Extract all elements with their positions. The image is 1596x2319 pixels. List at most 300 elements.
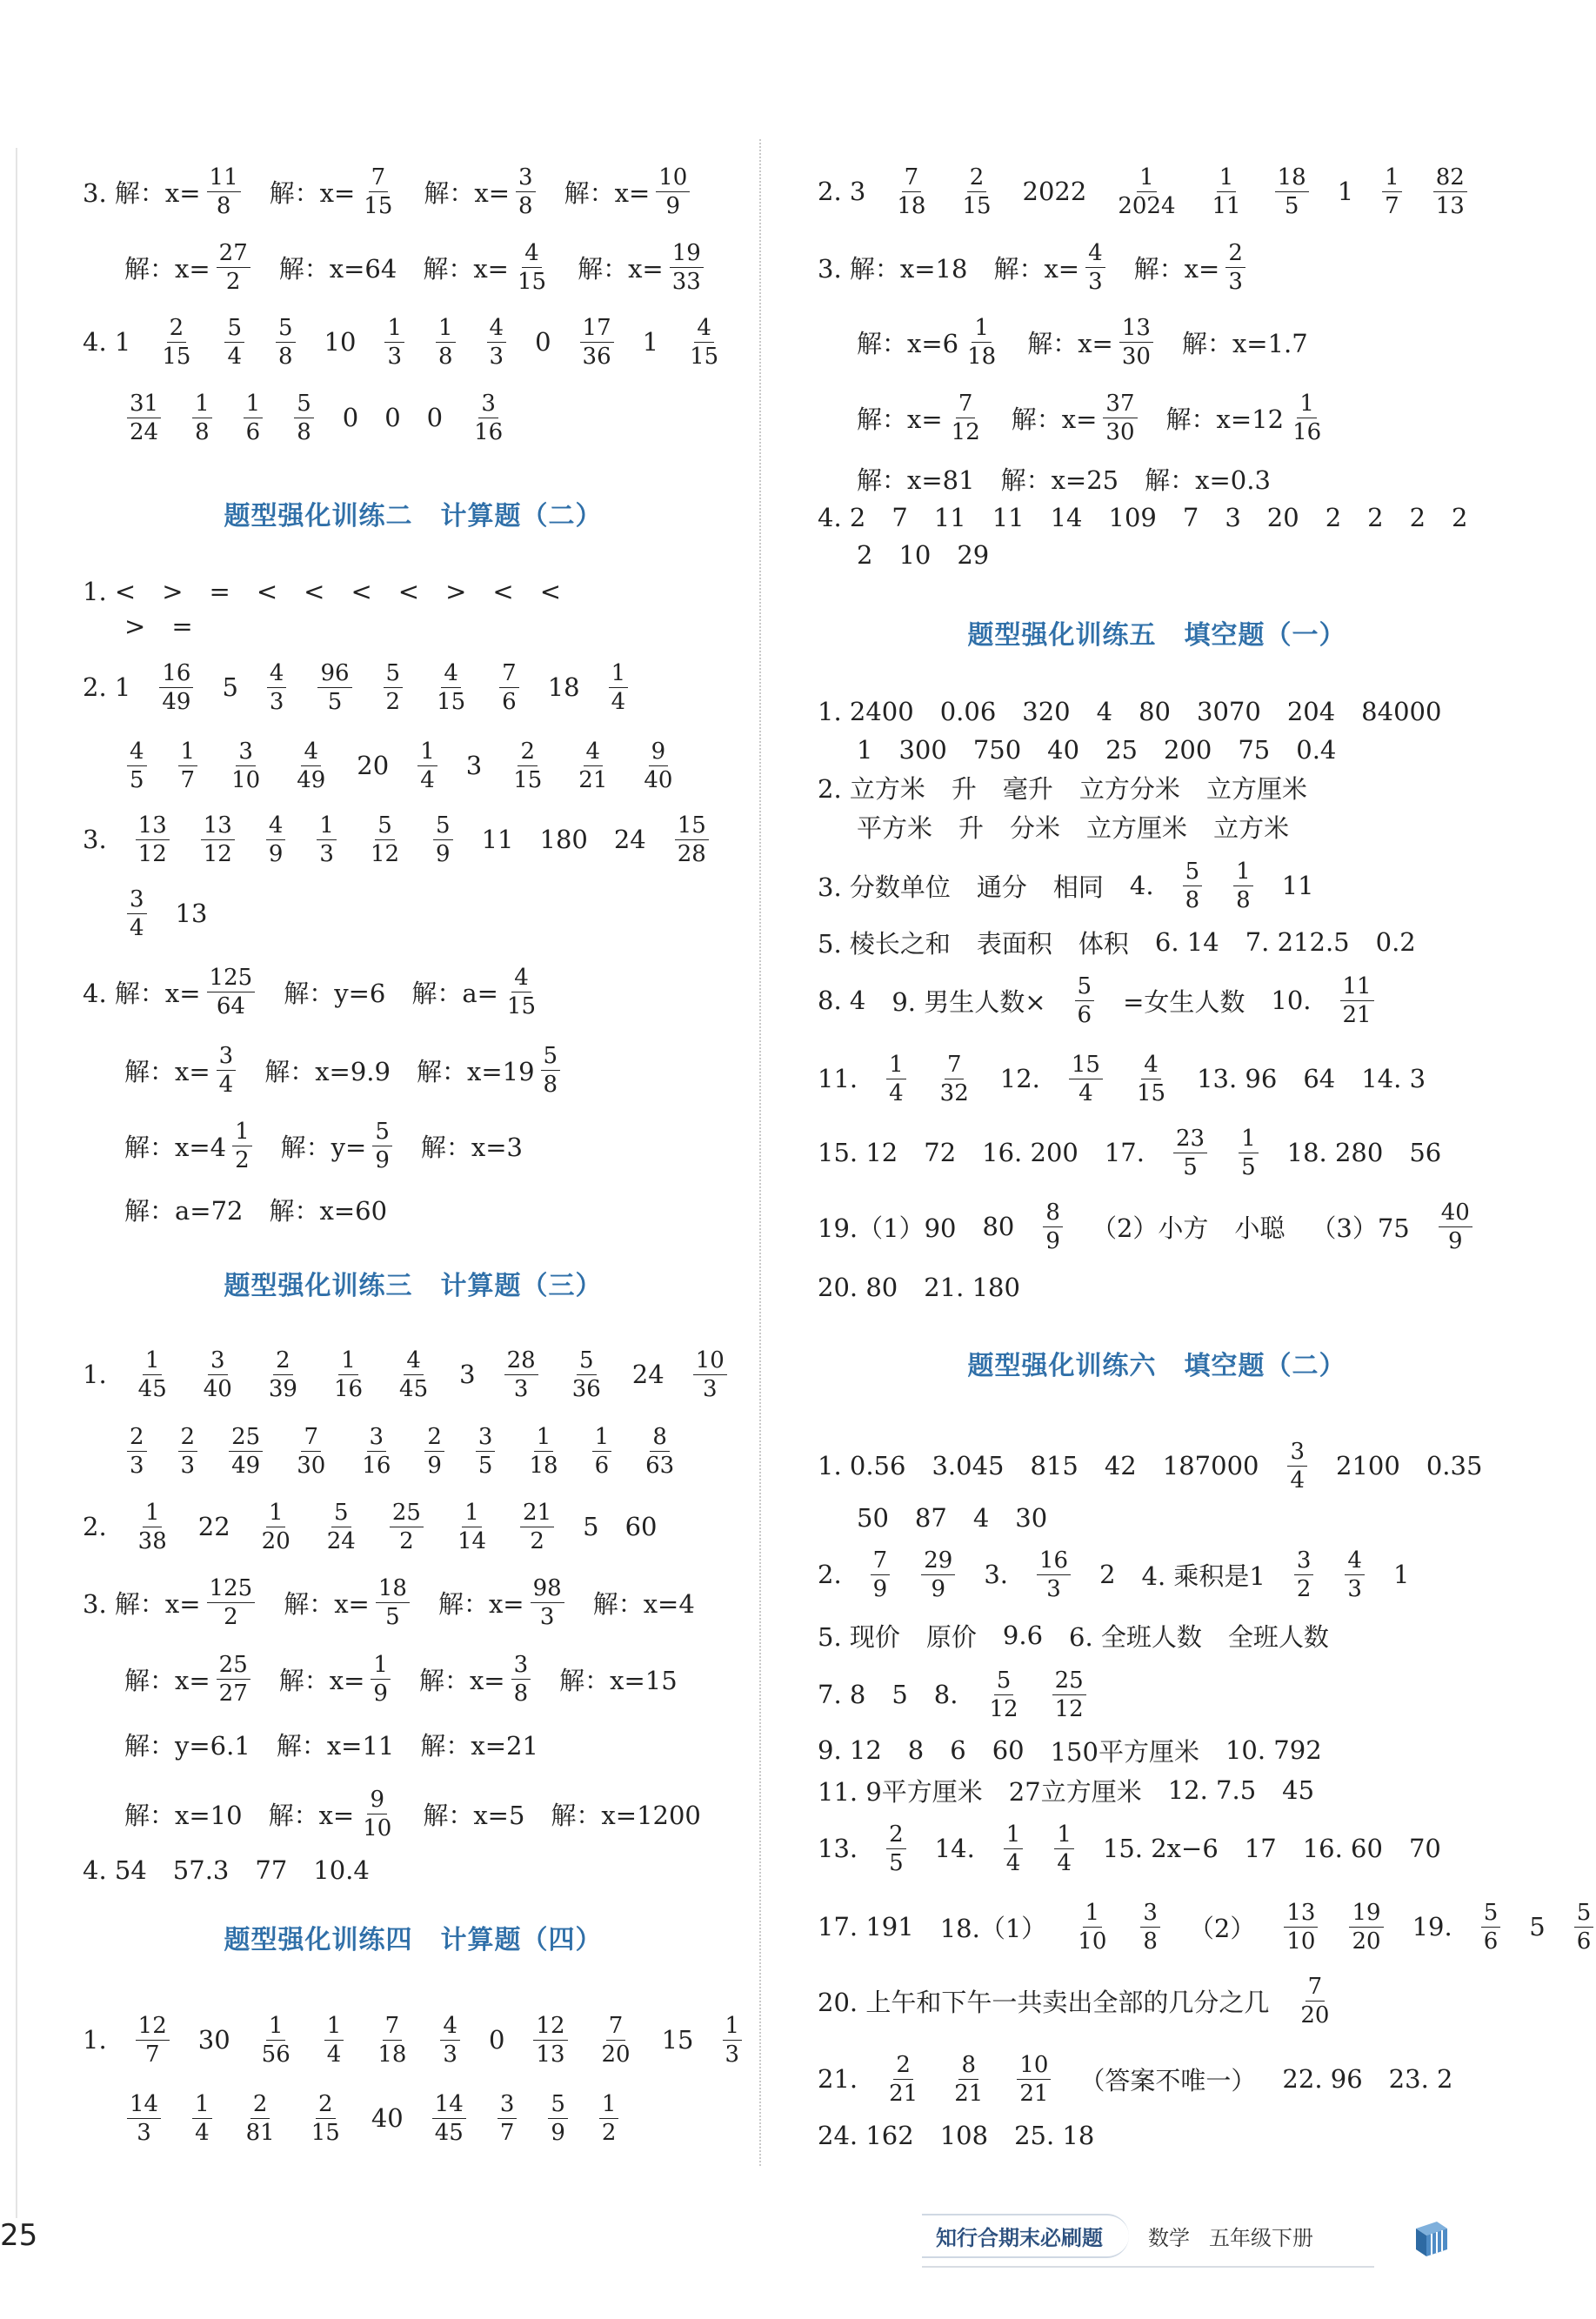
answer-text: 11. 9平方厘米	[818, 1776, 983, 1807]
denominator: 10	[363, 1814, 392, 1841]
numerator: 2	[273, 1349, 293, 1375]
denominator: 9	[1045, 1227, 1060, 1254]
fraction	[1436, 1201, 1475, 1253]
answer-line	[818, 1975, 1334, 2027]
answer-text: 17. 191	[818, 1912, 914, 1941]
denominator: 3	[387, 343, 402, 370]
numerator: 4	[487, 317, 507, 343]
fraction	[495, 2090, 520, 2146]
fraction-stack	[331, 1349, 365, 1400]
numerator: 3	[208, 1349, 228, 1375]
numerator: 40	[1439, 1201, 1472, 1227]
numerator: 25	[1052, 1669, 1086, 1695]
answer-line	[83, 1500, 658, 1553]
fraction-stack	[1345, 1549, 1365, 1601]
denominator: 8	[518, 192, 533, 219]
fraction	[497, 659, 522, 715]
denominator: 4	[227, 343, 242, 370]
fraction-stack	[317, 814, 337, 865]
fraction-stack	[424, 1423, 444, 1479]
fraction	[226, 740, 265, 792]
fraction	[606, 659, 631, 715]
numerator: 3	[1287, 1440, 1307, 1467]
answer-text: 77	[255, 1855, 288, 1885]
fraction-stack	[952, 2051, 985, 2107]
numerator: 10	[656, 166, 690, 192]
denominator: 12	[203, 840, 232, 867]
answer-text: 11	[992, 503, 1025, 532]
answer-text: 24	[631, 1360, 664, 1389]
answer-text: 40	[371, 2103, 404, 2133]
fraction	[452, 1501, 491, 1553]
numerator: 2	[127, 1426, 147, 1452]
answer-line	[83, 316, 724, 368]
fraction-stack	[324, 1501, 358, 1553]
denominator: 4	[889, 1079, 904, 1106]
denominator: 13	[1435, 192, 1465, 219]
answer-text: 30	[1015, 1503, 1048, 1533]
fraction-stack	[372, 1120, 392, 1172]
page-number: 25	[0, 2218, 38, 2253]
denominator: 18	[377, 2041, 407, 2068]
fraction	[1342, 1549, 1367, 1601]
numerator: 8	[650, 1426, 670, 1452]
answer-text: 23. 2	[1388, 2064, 1453, 2094]
answer-text: 80	[1139, 697, 1171, 726]
fraction	[372, 2012, 411, 2068]
answer-line	[818, 1440, 1482, 1492]
fraction-stack	[127, 740, 147, 792]
fraction	[214, 1651, 253, 1707]
answer-text: 1. 0.56	[818, 1451, 906, 1480]
denominator: 15	[690, 343, 719, 370]
denominator: 2	[1296, 1575, 1312, 1602]
answer-text: 80	[982, 1212, 1015, 1241]
fraction-stack	[136, 1501, 170, 1553]
answer-text: 毫升	[1002, 773, 1053, 804]
fraction-stack	[1173, 1127, 1207, 1179]
answer-text: 3	[459, 1360, 476, 1389]
fraction-stack	[1275, 166, 1309, 217]
answer-text: 14	[1050, 503, 1083, 532]
numerator: 1	[1054, 1823, 1074, 1849]
answer-text: 解：x=15	[559, 1665, 678, 1695]
answer-line	[818, 1822, 1441, 1875]
answer-text: 3.045	[932, 1451, 1005, 1480]
numerator: 5	[541, 1045, 561, 1071]
fraction-stack	[511, 1651, 531, 1707]
answer-text: 全班人数	[1227, 1621, 1329, 1652]
fraction	[1112, 166, 1180, 217]
answer-text: 解：a=	[411, 978, 498, 1008]
fraction-stack	[324, 2012, 344, 2068]
fraction	[394, 1349, 433, 1400]
denominator: 8	[1185, 886, 1200, 913]
numerator: 1	[436, 317, 456, 343]
answer-text: 750	[972, 735, 1022, 765]
fraction-stack	[192, 2090, 212, 2146]
fraction-stack	[127, 885, 147, 941]
fraction	[1083, 239, 1108, 295]
fraction	[1072, 1901, 1112, 1953]
denominator: 3	[180, 1452, 196, 1479]
fraction-stack	[570, 1349, 604, 1400]
answer-line	[124, 600, 193, 652]
answer-text: >	[124, 611, 146, 641]
denominator: 8	[1236, 886, 1251, 913]
fraction-stack	[224, 314, 244, 370]
fraction-stack	[207, 166, 241, 217]
numerator: 4	[1345, 1549, 1365, 1575]
denominator: 16	[333, 1375, 364, 1402]
answer-text: 1	[1337, 177, 1354, 206]
denominator: 2	[601, 2119, 617, 2146]
fraction-stack	[244, 2090, 277, 2146]
answer-line	[83, 813, 711, 865]
fraction	[578, 314, 617, 370]
denominator: 15	[506, 992, 537, 1019]
answer-text: <	[304, 577, 325, 606]
answer-text: 0	[342, 403, 359, 432]
answer-text: 0	[488, 2025, 505, 2055]
answer-line	[818, 1609, 1329, 1661]
numerator: 5	[548, 2093, 568, 2119]
numerator: 2	[1225, 242, 1245, 268]
fraction	[1292, 1549, 1317, 1601]
fraction-stack	[127, 392, 161, 444]
numerator: 4	[511, 966, 531, 992]
fraction-stack	[440, 2012, 460, 2068]
fraction	[190, 2090, 215, 2146]
fraction-stack	[259, 1501, 293, 1553]
answer-text: 16. 60	[1302, 1834, 1383, 1863]
fraction	[531, 2012, 570, 2068]
fraction	[1223, 239, 1248, 295]
denominator: 32	[939, 1079, 969, 1106]
answer-line	[818, 1668, 1089, 1721]
answer-text: 解：x=6	[857, 328, 959, 358]
answer-text: 6	[950, 1735, 966, 1765]
denominator: 10	[231, 766, 261, 793]
answer-text: =	[171, 611, 193, 641]
fraction-stack	[1017, 2051, 1051, 2107]
numerator: 1	[462, 1501, 482, 1527]
answer-text: 6. 全班人数	[1069, 1621, 1202, 1652]
numerator: 4	[1141, 1053, 1161, 1079]
answer-text: （3）75	[1311, 1213, 1410, 1243]
fraction	[124, 885, 150, 941]
numerator: 7	[945, 1053, 965, 1079]
fraction-stack	[599, 2090, 619, 2146]
numerator: 1	[592, 1426, 612, 1452]
denominator: 4	[326, 2041, 342, 2068]
denominator: 3	[1046, 1575, 1061, 1602]
answer-text: 2	[1452, 503, 1468, 532]
answer-text: 立方米	[1213, 812, 1290, 843]
denominator: 12	[137, 840, 167, 867]
denominator: 8	[1143, 1928, 1158, 1955]
fraction	[198, 814, 237, 865]
fraction-stack	[520, 1501, 554, 1553]
numerator: 1	[338, 1349, 358, 1375]
denominator: 28	[677, 840, 706, 867]
answer-text: 10. 792	[1225, 1735, 1322, 1765]
fraction	[124, 2090, 164, 2146]
answer-text: 20. 80	[818, 1273, 898, 1302]
numerator: 98	[531, 1577, 564, 1603]
denominator: 7	[1385, 192, 1399, 219]
fraction-stack	[670, 239, 704, 295]
numerator: 1	[1217, 166, 1237, 192]
answer-text: 21. 180	[924, 1273, 1020, 1302]
denominator: 4	[420, 766, 435, 793]
fraction-stack	[1225, 239, 1245, 295]
fraction-stack	[504, 1349, 538, 1400]
answer-text: 11	[1281, 871, 1314, 900]
answer-text: 4.	[1129, 871, 1154, 900]
fraction-stack	[1004, 1823, 1024, 1875]
denominator: 20	[261, 1527, 290, 1554]
answer-text: 小聪	[1234, 1213, 1285, 1243]
fraction-stack	[886, 2051, 920, 2107]
numerator: 5	[384, 662, 404, 688]
answer-text: 29	[957, 540, 990, 570]
denominator: 6	[1576, 1928, 1592, 1955]
fraction-stack	[1115, 166, 1178, 217]
answer-line	[124, 391, 508, 444]
answer-text: 解：x=0.3	[1145, 464, 1271, 495]
fraction	[653, 166, 692, 217]
fraction	[1180, 860, 1205, 912]
answer-text: 解：x=81	[857, 464, 975, 495]
denominator: 4	[1078, 1079, 1093, 1106]
fraction-stack	[1340, 972, 1374, 1028]
answer-line	[83, 661, 631, 713]
fraction-stack	[1037, 1549, 1071, 1601]
fraction	[241, 392, 266, 444]
numerator: 17	[580, 317, 614, 343]
denominator: 6	[502, 688, 517, 715]
fraction	[1066, 1053, 1105, 1105]
answer-text: 24	[613, 825, 646, 854]
answer-text: 2	[857, 540, 873, 570]
answer-line	[818, 1126, 1441, 1179]
fraction	[984, 1669, 1023, 1721]
numerator: 1	[266, 1501, 286, 1527]
denominator: 12	[951, 418, 980, 445]
numerator: 4	[1085, 242, 1105, 268]
answer-text: 3070	[1197, 697, 1261, 726]
fraction-stack	[207, 966, 256, 1018]
fraction-stack	[397, 1349, 431, 1400]
answer-text: 7. 212.5	[1245, 927, 1350, 957]
fraction	[387, 1501, 426, 1553]
denominator: 3	[1088, 268, 1103, 295]
fraction-stack	[317, 659, 351, 715]
numerator: 1	[609, 662, 629, 688]
denominator: 36	[571, 1375, 601, 1402]
fraction-stack	[1382, 166, 1402, 217]
numerator: 7	[301, 1426, 321, 1452]
answer-line	[818, 1764, 1314, 1816]
answer-text: 3.	[83, 825, 107, 854]
numerator: 12	[136, 2015, 170, 2041]
fraction	[567, 1349, 606, 1400]
answer-line	[124, 887, 207, 939]
denominator: 3	[319, 840, 334, 867]
fraction-stack	[384, 314, 404, 370]
numerator: 10	[1017, 2054, 1051, 2080]
numerator: 37	[1103, 392, 1137, 418]
fraction-stack	[417, 740, 437, 792]
fraction	[1001, 1823, 1026, 1875]
fraction	[357, 1423, 396, 1479]
answer-text: 11	[933, 503, 966, 532]
denominator: 21	[578, 766, 608, 793]
denominator: 3	[539, 1603, 555, 1630]
fraction-stack	[201, 814, 235, 865]
answer-text: 13. 96	[1197, 1064, 1278, 1093]
denominator: 9	[1448, 1227, 1463, 1254]
fraction-stack	[693, 1349, 727, 1400]
answer-line	[83, 1348, 730, 1400]
answer-text: 22. 96	[1282, 2064, 1363, 2094]
answer-text: 体积	[1078, 928, 1129, 959]
answer-text: 1. <	[83, 577, 137, 606]
denominator: 3	[702, 1375, 718, 1402]
fraction	[322, 2012, 347, 2068]
answer-line	[818, 1053, 1426, 1105]
denominator: 12	[989, 1695, 1018, 1722]
denominator: 3	[130, 1452, 144, 1479]
denominator: 4	[1005, 1849, 1021, 1876]
denominator: 21	[1019, 2080, 1049, 2107]
fraction-stack	[656, 166, 690, 217]
denominator: 7	[499, 2119, 515, 2146]
answer-text: 75	[1238, 735, 1271, 765]
answer-text: 解：x=	[1011, 404, 1098, 434]
answer-text: 解：x=3	[420, 1132, 523, 1162]
numerator: 7	[383, 2015, 403, 2041]
answer-text: 16. 200	[982, 1138, 1078, 1167]
denominator: 45	[399, 1375, 429, 1402]
answer-text: 1	[1392, 1560, 1410, 1589]
fraction	[1052, 1823, 1077, 1875]
answer-line	[818, 974, 1377, 1026]
fraction	[291, 392, 317, 444]
denominator: 2	[235, 1146, 250, 1173]
answer-text: 0.06	[939, 697, 997, 726]
fraction	[124, 1423, 150, 1479]
answer-line	[818, 1261, 1020, 1313]
answer-text: 4. 解：x=	[83, 978, 201, 1008]
answer-text: 17	[1244, 1834, 1277, 1863]
denominator: 3	[513, 1375, 529, 1402]
fraction-stack	[1298, 1975, 1332, 2027]
fraction	[946, 392, 985, 444]
numerator: 15	[1069, 1053, 1103, 1079]
fraction-stack	[871, 1549, 891, 1601]
answer-text: 3.	[984, 1560, 1008, 1589]
fraction-stack	[229, 740, 263, 792]
answer-text: 5	[1529, 1912, 1546, 1941]
fraction	[1171, 1127, 1210, 1179]
fraction	[469, 392, 508, 444]
denominator: 12	[370, 840, 400, 867]
answer-text: 立方分米	[1078, 773, 1180, 804]
numerator: 14	[127, 2093, 161, 2119]
fraction	[365, 814, 404, 865]
denominator: 16	[1292, 418, 1322, 445]
answer-text: 解：x=1200	[551, 1800, 701, 1830]
denominator: 4	[611, 688, 626, 715]
footer-subject: 数学	[1148, 2225, 1190, 2250]
denominator: 24	[326, 1527, 356, 1554]
denominator: 15	[517, 268, 547, 295]
fraction	[291, 1423, 331, 1479]
numerator: 19	[670, 242, 704, 268]
answer-text: 解：x=	[418, 1665, 505, 1695]
denominator: 16	[474, 418, 504, 445]
denominator: 2	[224, 1603, 238, 1630]
fraction-stack	[136, 2012, 170, 2068]
fraction	[415, 740, 440, 792]
fraction	[597, 2012, 636, 2068]
denominator: 7	[180, 766, 196, 793]
answer-text: 3. 解：x=	[83, 1588, 201, 1619]
numerator: 2	[886, 1823, 906, 1849]
fraction	[508, 740, 547, 792]
numerator: 5	[294, 392, 314, 418]
numerator: 10	[693, 1349, 727, 1375]
denominator: 2	[385, 688, 401, 715]
answer-text: 解：x=	[124, 1665, 210, 1695]
denominator: 9	[931, 1575, 946, 1602]
fraction	[518, 1501, 557, 1553]
answer-text: 解：x=9.9	[264, 1056, 391, 1086]
footer-grade: 五年级下册	[1209, 2225, 1313, 2250]
fraction	[1379, 166, 1405, 217]
numerator: 1	[384, 317, 404, 343]
answer-line	[124, 1653, 678, 1705]
fraction-stack	[641, 740, 675, 792]
answer-text: 57.3	[172, 1855, 230, 1885]
section-heading-6: 题型强化训练六 填空题（二）	[967, 1351, 1346, 1381]
fraction	[157, 659, 196, 715]
answer-text: 2.	[83, 1512, 107, 1541]
denominator: 30	[1105, 418, 1135, 445]
answer-text: 2100	[1336, 1451, 1400, 1480]
answer-text: 原价	[925, 1621, 977, 1652]
fraction	[431, 659, 471, 715]
fraction	[1040, 1201, 1065, 1253]
numerator: 1	[972, 317, 992, 343]
denominator: 49	[162, 688, 191, 715]
fraction-stack	[921, 1549, 955, 1601]
fraction-stack	[1043, 1201, 1063, 1253]
numerator: 19	[1349, 1901, 1383, 1928]
numerator: 3	[1294, 1549, 1314, 1575]
answer-text: （2）小方	[1091, 1213, 1209, 1243]
numerator: 3	[1140, 1901, 1160, 1928]
fraction	[962, 314, 1001, 370]
denominator: 3	[1228, 268, 1243, 295]
denominator: 21	[954, 2080, 984, 2107]
fraction	[1346, 1901, 1386, 1953]
numerator: 3	[497, 2093, 518, 2119]
answer-text: 5. 现价	[818, 1621, 900, 1652]
numerator: 1	[1297, 392, 1317, 418]
